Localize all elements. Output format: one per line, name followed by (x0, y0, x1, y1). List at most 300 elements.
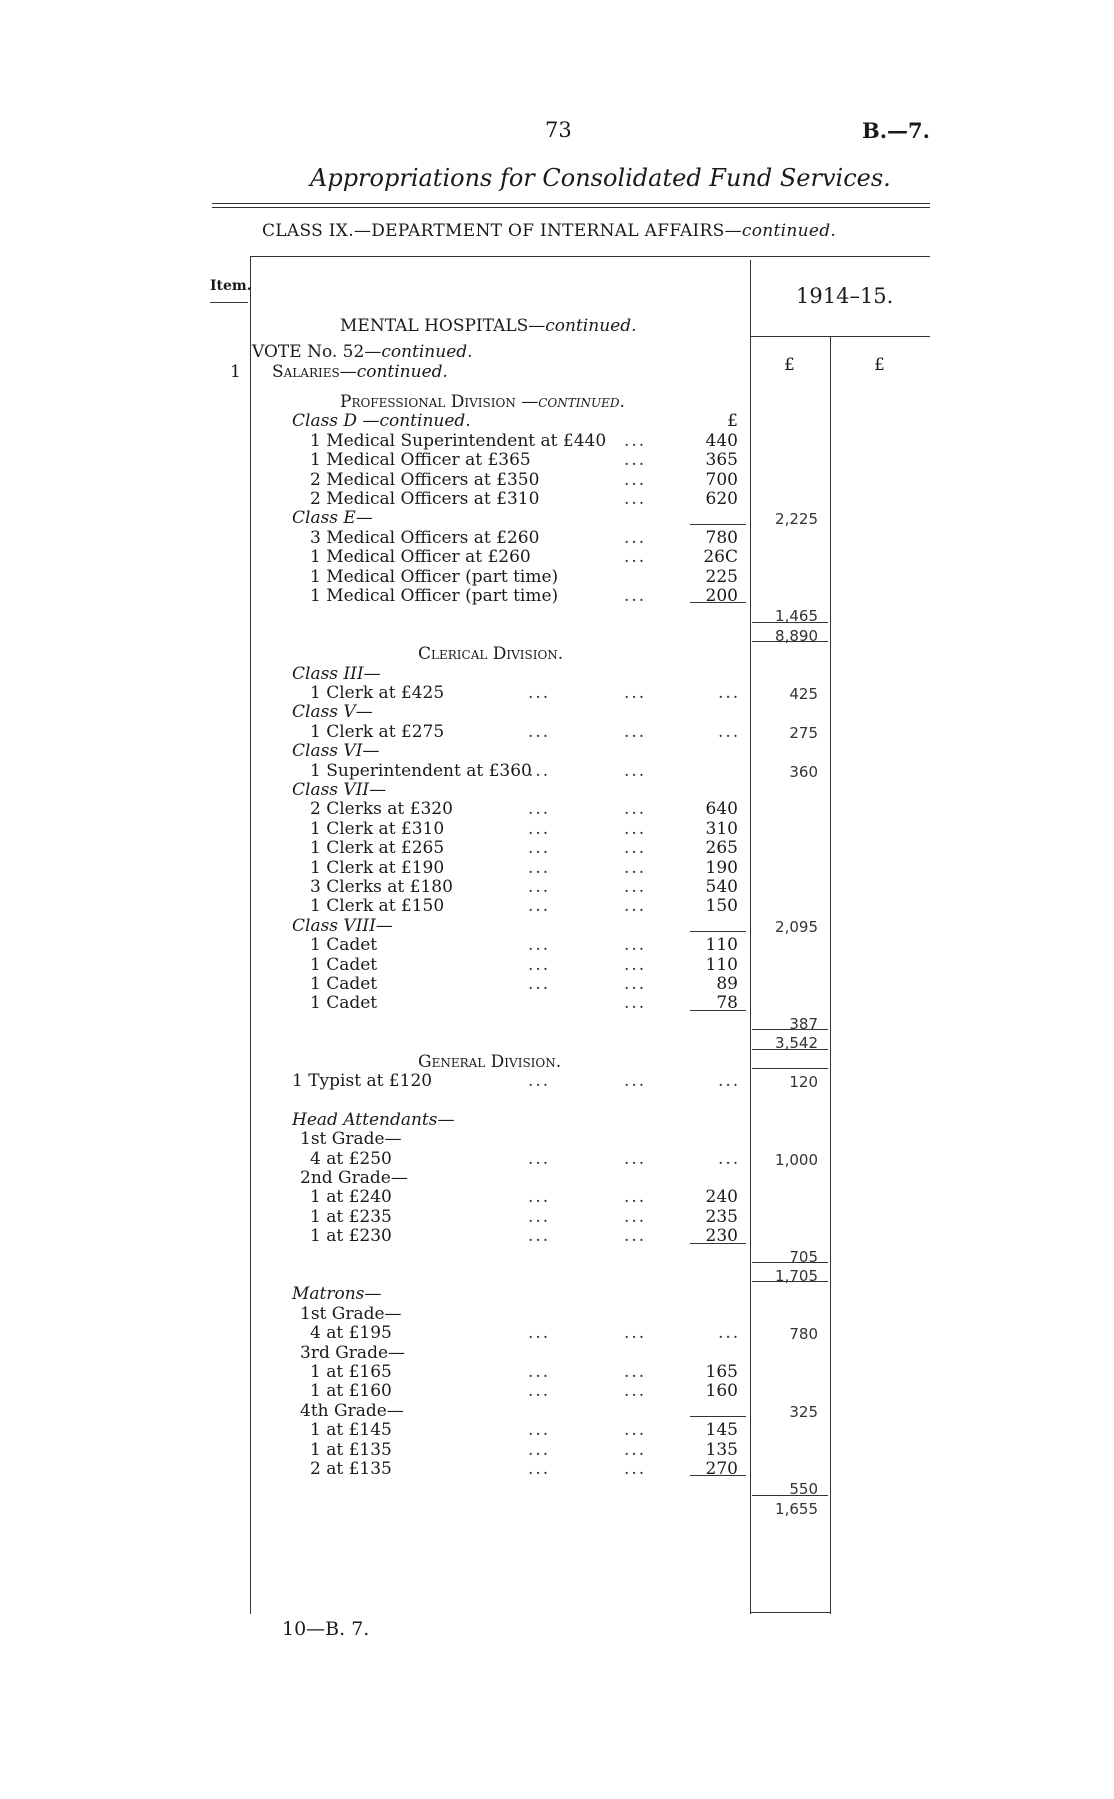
item-amount: 145 (705, 1420, 738, 1441)
dot-leader: ... (624, 430, 647, 451)
row-label (310, 1362, 392, 1382)
row-label-text: 1 Cadet (310, 935, 378, 956)
table-row (0, 450, 1114, 469)
column-rule (690, 524, 746, 525)
subtotal-amount: 1,705 (775, 1267, 818, 1285)
subtotal-rule (752, 1049, 828, 1050)
vote-number (252, 342, 473, 362)
dot-leader: ... (624, 721, 647, 742)
row-label-text: Class E— (292, 508, 373, 529)
row-label (310, 450, 531, 470)
dot-leader: ... (624, 818, 647, 839)
item-amount: 200 (705, 586, 738, 606)
class-heading-text: CLASS IX.—DEPARTMENT OF INTERNAL AFFAIRS— (262, 221, 742, 241)
subtotal-rule (752, 622, 828, 623)
row-label (310, 547, 531, 567)
table-row (0, 1013, 1114, 1032)
dot-leader: ... (624, 935, 647, 956)
table-row (0, 625, 1114, 644)
table-row (0, 896, 1114, 915)
row-label (300, 1129, 402, 1149)
table-row (0, 664, 1114, 683)
dot-leader: ... (624, 1459, 647, 1479)
row-label-text: 1st Grade— (300, 1303, 402, 1324)
row-label-text: 1 at £135 (310, 1439, 392, 1460)
dot-leader: ... (624, 1226, 647, 1247)
row-label-continued: continued. (379, 411, 471, 432)
table-row (0, 1071, 1114, 1090)
row-label (310, 1459, 392, 1479)
subtotal-rule (752, 1262, 828, 1263)
dot-leader: ... (624, 993, 647, 1014)
row-label-continued: continued. (538, 392, 625, 412)
table-row (0, 1304, 1114, 1323)
row-label-text: Class VIII— (292, 915, 393, 936)
table-row (0, 761, 1114, 780)
row-label-text: 1 Clerk at £190 (310, 857, 445, 878)
subtotal-rule (752, 1495, 828, 1496)
row-label (418, 644, 563, 664)
table-row (0, 683, 1114, 702)
subtotal-rule (752, 1281, 828, 1282)
row-label-text: 1 Clerk at £275 (310, 721, 445, 742)
item-number: 1 (230, 362, 241, 382)
table-row (0, 547, 1114, 566)
table-row (0, 974, 1114, 993)
subtotal-amount: 1,000 (775, 1150, 818, 1169)
row-label-text: General Division. (418, 1051, 562, 1072)
subtotal-amount: 1,465 (775, 607, 818, 626)
dot-leader: ... (624, 1323, 647, 1344)
row-label (310, 819, 444, 839)
column-rule (690, 1010, 746, 1011)
subtotal-amount: 387 (789, 1014, 818, 1033)
row-label-text: 4th Grade— (300, 1400, 404, 1421)
section-title-text: MENTAL HOSPITALS— (340, 316, 546, 336)
row-label-text: 1 Medical Superintendent at £440 (310, 430, 607, 451)
row-label (292, 1110, 454, 1130)
table-row (0, 1168, 1114, 1187)
document-reference: B.—7. (862, 118, 930, 143)
column-rule (690, 1416, 746, 1417)
row-label-text: Class VI— (292, 741, 380, 762)
row-label (310, 586, 558, 606)
row-label (340, 392, 625, 412)
item-amount: 640 (705, 799, 738, 820)
row-label (310, 683, 444, 703)
dot-leader: ... (718, 721, 741, 742)
table-row (0, 508, 1114, 527)
table-row (0, 1226, 1114, 1245)
table-row (0, 838, 1114, 857)
row-label-text: 3rd Grade— (300, 1342, 406, 1363)
dot-leader: ... (528, 954, 551, 975)
row-label (310, 431, 606, 451)
table-row (0, 993, 1114, 1012)
table-row (0, 1032, 1114, 1051)
item-amount: 240 (705, 1187, 738, 1208)
table-row (0, 1323, 1114, 1342)
vote-text: VOTE No. 52— (252, 342, 382, 362)
subtotal-amount: 360 (789, 762, 818, 781)
table-row (0, 1362, 1114, 1381)
row-label (310, 1323, 392, 1343)
class-heading-continued: continued. (741, 221, 837, 241)
year-heading: 1914–15. (796, 284, 894, 308)
table-row (0, 1381, 1114, 1400)
dot-leader: ... (528, 1148, 551, 1169)
table-row (0, 1478, 1114, 1497)
dot-leader: ... (718, 1071, 741, 1091)
dot-leader: ... (528, 799, 551, 820)
dot-leader: ... (624, 527, 647, 548)
dot-leader: ... (624, 489, 647, 509)
dot-leader: ... (624, 1362, 647, 1382)
subtotal-rule (752, 641, 828, 642)
row-label-text: 4 at £250 (310, 1148, 392, 1169)
table-row (0, 1110, 1114, 1129)
subtotal-amount: 8,890 (775, 626, 818, 645)
item-amount: 265 (705, 838, 738, 859)
subtotal-amount: 425 (789, 685, 818, 703)
dot-leader: ... (624, 974, 647, 994)
table-row (0, 1284, 1114, 1303)
table-row (0, 722, 1114, 741)
table-row (0, 431, 1114, 450)
table-row (0, 567, 1114, 586)
dot-leader: ... (624, 1206, 647, 1227)
dot-leader: ... (528, 1381, 551, 1402)
dot-leader: ... (528, 1206, 551, 1227)
item-amount: 26C (703, 547, 738, 568)
row-label (310, 974, 377, 994)
dot-leader: ... (624, 1381, 647, 1402)
subtotal-amount: 2,225 (775, 510, 818, 529)
item-amount: £ (727, 411, 738, 432)
table-row (0, 877, 1114, 896)
column-rule (690, 1475, 746, 1476)
row-label (292, 702, 373, 722)
dot-leader: ... (624, 586, 647, 606)
row-label-text: Class VII— (292, 780, 387, 800)
row-label-text: 1 Superintendent at £360 (310, 760, 532, 781)
table-row (0, 470, 1114, 489)
row-label-text: 1 Cadet (310, 954, 378, 975)
item-amount: 700 (705, 469, 738, 490)
row-label (310, 761, 532, 781)
item-amount: 540 (705, 877, 738, 897)
salaries-text: Salaries— (272, 362, 357, 382)
table-row (0, 644, 1114, 663)
dot-leader: ... (528, 838, 551, 859)
item-amount: 190 (705, 857, 738, 878)
dot-leader: ... (624, 896, 647, 917)
row-label-text: 1 Medical Officer at £365 (310, 450, 531, 471)
table-row (0, 1498, 1114, 1517)
subtotal-amount: 780 (789, 1325, 818, 1344)
item-amount: 78 (716, 993, 738, 1014)
table-row (0, 528, 1114, 547)
subtotal-amount: 1,655 (775, 1499, 818, 1518)
dot-leader: ... (528, 877, 551, 897)
row-label-text: 1st Grade— (300, 1129, 402, 1150)
title-rule-bottom (212, 207, 930, 208)
dot-leader: ... (528, 1187, 551, 1208)
item-amount: 160 (705, 1381, 738, 1402)
row-label-text: Class D — (292, 411, 380, 432)
table-row (0, 702, 1114, 721)
footer-code: 10—B. 7. (282, 1618, 370, 1640)
dot-leader: ... (528, 818, 551, 839)
subtotal-amount: 275 (789, 723, 818, 742)
item-column-header: Item. (210, 278, 252, 294)
row-label (310, 1381, 392, 1401)
row-label (310, 799, 453, 819)
table-row (0, 1265, 1114, 1284)
row-label (292, 508, 373, 528)
row-label (292, 780, 386, 800)
row-label (300, 1343, 405, 1363)
row-label (310, 1149, 392, 1169)
item-header-rule (210, 302, 248, 303)
row-label (300, 1304, 402, 1324)
table-top-rule (250, 256, 930, 257)
row-label (300, 1168, 408, 1188)
table-row (0, 1440, 1114, 1459)
subtotal-amount: 325 (789, 1402, 818, 1421)
dot-leader: ... (528, 896, 551, 917)
row-label (310, 1187, 392, 1207)
row-label-text: 1 Medical Officer at £260 (310, 547, 531, 568)
row-label-text: 3 Clerks at £180 (310, 877, 453, 897)
item-amount: 135 (705, 1439, 738, 1460)
dot-leader: ... (624, 760, 647, 781)
row-label-text: 2nd Grade— (300, 1168, 408, 1188)
item-amount: 225 (705, 566, 738, 587)
row-label (292, 1284, 381, 1304)
row-label (292, 741, 379, 761)
table-row (0, 1187, 1114, 1206)
row-label-text: 1 at £165 (310, 1362, 392, 1382)
row-label-text: Class V— (292, 702, 373, 723)
dot-leader: ... (624, 799, 647, 820)
salaries-heading (272, 362, 448, 382)
title-rule-top (212, 203, 930, 204)
table-row (0, 799, 1114, 818)
table-row (0, 1246, 1114, 1265)
table-row (0, 1343, 1114, 1362)
row-label (292, 664, 381, 684)
section-title (340, 316, 636, 336)
dot-leader: ... (528, 1071, 551, 1091)
table-row (0, 1459, 1114, 1478)
table-row (0, 489, 1114, 508)
row-label (310, 877, 453, 897)
row-label (418, 1052, 561, 1072)
item-amount: 110 (705, 954, 738, 975)
dot-leader: ... (718, 1323, 741, 1344)
row-label (300, 1401, 404, 1421)
row-label-text: 4 at £195 (310, 1323, 392, 1344)
table-row (0, 741, 1114, 760)
row-label-text: Matrons— (292, 1284, 382, 1305)
vote-continued: continued. (381, 342, 473, 362)
table-row (0, 1401, 1114, 1420)
page-number: 73 (545, 118, 572, 142)
subtotal-rule (752, 1068, 828, 1069)
dot-leader: ... (624, 1439, 647, 1460)
subtotal-amount: 550 (789, 1480, 818, 1499)
row-label (310, 722, 444, 742)
row-label-text: 1 at £230 (310, 1226, 392, 1247)
class-heading (262, 221, 836, 241)
row-label-text: 1 at £240 (310, 1187, 392, 1208)
dot-leader: ... (528, 974, 551, 994)
row-label (310, 935, 377, 955)
item-amount: 310 (705, 818, 738, 839)
row-label (310, 993, 377, 1013)
row-label-text: 2 Medical Officers at £350 (310, 469, 540, 490)
row-label (310, 1420, 392, 1440)
dot-leader: ... (624, 1420, 647, 1441)
row-label (292, 1071, 432, 1091)
row-label-text: 1 at £145 (310, 1420, 392, 1441)
dot-leader: ... (624, 1148, 647, 1169)
table-row (0, 916, 1114, 935)
item-amount: 89 (716, 974, 738, 994)
dot-leader: ... (624, 857, 647, 878)
dot-leader: ... (528, 683, 551, 703)
section-title-continued: continued. (545, 316, 637, 336)
table-row (0, 1052, 1114, 1071)
dot-leader: ... (528, 1226, 551, 1247)
dot-leader: ... (624, 838, 647, 859)
dot-leader: ... (528, 1420, 551, 1441)
subtotal-amount: 3,542 (775, 1034, 818, 1053)
column-rule (690, 931, 746, 932)
table-row (0, 780, 1114, 799)
row-label (310, 955, 377, 975)
row-label (292, 411, 471, 431)
subtotal-amount: 2,095 (775, 917, 818, 936)
item-amount: 235 (705, 1206, 738, 1227)
row-label (310, 858, 444, 878)
row-label-text: 1 Clerk at £265 (310, 838, 445, 859)
dot-leader: ... (528, 1362, 551, 1382)
subtotal-amount: 705 (789, 1247, 818, 1266)
table-row (0, 858, 1114, 877)
table-row (0, 586, 1114, 605)
row-label-text: 1 Clerk at £425 (310, 683, 445, 703)
dot-leader: ... (624, 1187, 647, 1208)
subtotal-amount: 120 (789, 1073, 818, 1091)
dot-leader: ... (528, 1459, 551, 1479)
row-label-text: 2 Medical Officers at £310 (310, 489, 540, 509)
year-rule (750, 336, 930, 337)
item-amount: 365 (705, 450, 738, 471)
subtotal-rule (752, 1029, 828, 1030)
row-label-text: Professional Division — (340, 392, 539, 412)
row-label-text: 1 Typist at £120 (292, 1071, 433, 1091)
dot-leader: ... (718, 1148, 741, 1169)
table-row (0, 411, 1114, 430)
currency-symbol-col1: £ (784, 355, 795, 375)
dot-leader: ... (528, 760, 551, 781)
table-row (0, 1207, 1114, 1226)
table-row (0, 1129, 1114, 1148)
dot-leader: ... (624, 547, 647, 568)
currency-symbol-col2: £ (874, 355, 885, 375)
row-label (310, 1440, 392, 1460)
row-label (310, 896, 444, 916)
dot-leader: ... (624, 954, 647, 975)
item-amount: 165 (705, 1362, 738, 1382)
table-row (0, 1090, 1114, 1109)
table-row (0, 1420, 1114, 1439)
dot-leader: ... (528, 935, 551, 956)
table-row (0, 1149, 1114, 1168)
row-label-text: 1 Clerk at £310 (310, 818, 445, 839)
row-label (310, 1226, 392, 1246)
row-label (310, 567, 558, 587)
item-amount: 110 (705, 935, 738, 956)
table-row (0, 392, 1114, 411)
row-label-text: Class III— (292, 663, 381, 684)
row-label-text: 3 Medical Officers at £260 (310, 527, 540, 548)
dot-leader: ... (528, 857, 551, 878)
table-row (0, 935, 1114, 954)
table-row (0, 605, 1114, 624)
item-amount: 440 (705, 430, 738, 451)
salaries-continued: continued. (356, 362, 448, 382)
table-row (0, 955, 1114, 974)
row-label (310, 528, 539, 548)
dot-leader: ... (528, 721, 551, 742)
dot-leader: ... (624, 683, 647, 703)
row-label-text: 2 at £135 (310, 1459, 392, 1479)
row-label (310, 470, 539, 490)
row-label-text: 1 Clerk at £150 (310, 896, 445, 917)
item-amount: 620 (705, 489, 738, 509)
item-amount: 150 (705, 896, 738, 917)
row-label-text: 1 Cadet (310, 974, 378, 994)
page-title: Appropriations for Consolidated Fund Services. (310, 164, 891, 192)
dot-leader: ... (528, 1323, 551, 1344)
item-amount: 270 (705, 1459, 738, 1479)
row-label-text: 1 at £160 (310, 1381, 392, 1402)
dot-leader: ... (718, 683, 741, 703)
row-label-text: Clerical Division. (418, 644, 564, 665)
dot-leader: ... (528, 1439, 551, 1460)
column-rule (690, 602, 746, 603)
row-label (310, 838, 444, 858)
dot-leader: ... (624, 469, 647, 490)
row-label-text: 1 Medical Officer (part time) (310, 566, 559, 587)
row-label (292, 916, 393, 936)
row-label-text: 1 Medical Officer (part time) (310, 586, 559, 606)
row-label-text: 2 Clerks at £320 (310, 799, 453, 820)
column-rule (690, 1243, 746, 1244)
item-amount: 780 (705, 527, 738, 548)
dot-leader: ... (624, 877, 647, 897)
table-row (0, 819, 1114, 838)
dot-leader: ... (624, 450, 647, 471)
row-label-text: Head Attendants— (292, 1109, 455, 1130)
item-amount: 230 (705, 1226, 738, 1247)
row-label (310, 489, 539, 509)
row-label-text: 1 Cadet (310, 993, 378, 1014)
row-label-text: 1 at £235 (310, 1206, 392, 1227)
